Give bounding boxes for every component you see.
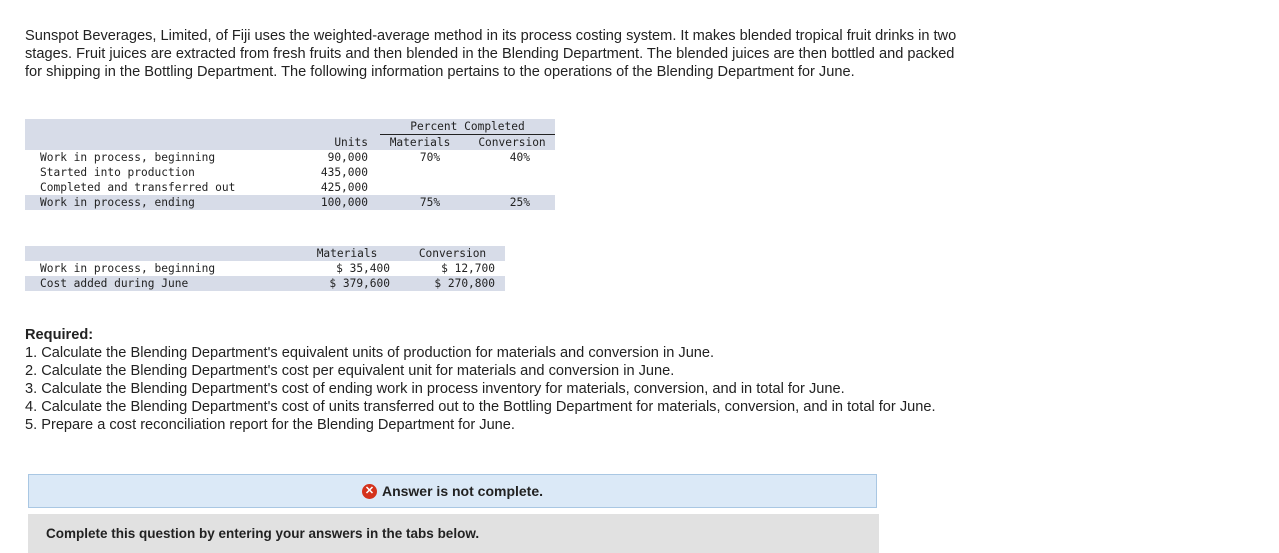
cost-table (25, 246, 505, 292)
row-materials-cost: $ 379,600 (329, 277, 390, 290)
row-materials-pct: 75% (419, 196, 441, 209)
row-units: 90,000 (327, 151, 368, 164)
x-circle-icon: ✕ (362, 484, 377, 499)
col-conversion-header: Conversion (478, 136, 546, 149)
col-materials-header: Materials (389, 136, 451, 149)
row-conversion-cost: $ 12,700 (441, 262, 495, 275)
col-materials-header: Materials (316, 247, 378, 260)
units-table (25, 119, 555, 211)
row-label: Completed and transferred out (40, 181, 236, 194)
problem-intro: Sunspot Beverages, Limited, of Fiji uses the weighted-average method in its process costing system. It makes blended tropical fruit drinks in two stages. Fruit juices are extracted from fresh fruits and then blended in the Blending Department. The blended juices are then bottled and packed for shipping in the Bottling Department. The following information pertains to the operations of the Blending Department for June. (25, 28, 957, 80)
required-item: 4. Calculate the Blending Department's cost of units transferred out to the Bottling Department for materials, conversion, and in total for June. (25, 399, 936, 415)
row-label: Work in process, ending (40, 196, 195, 209)
required-heading: Required: (25, 327, 94, 343)
percent-completed-header: Percent Completed (410, 120, 525, 133)
row-label: Cost added during June (40, 277, 189, 290)
required-item: 2. Calculate the Blending Department's cost per equivalent unit for materials and conversion in June. (25, 363, 675, 379)
row-label: Started into production (40, 166, 195, 179)
required-item: 5. Prepare a cost reconciliation report for the Blending Department for June. (25, 417, 515, 433)
row-label: Work in process, beginning (40, 262, 216, 275)
required-section (25, 326, 960, 434)
row-units: 100,000 (320, 196, 368, 209)
row-units: 435,000 (320, 166, 368, 179)
answer-status-message: Answer is not complete. (381, 483, 544, 499)
row-conversion-pct: 25% (509, 196, 530, 209)
tabs-instruction-text: Complete this question by entering your answers in the tabs below. (46, 526, 480, 541)
row-conversion-pct: 40% (509, 151, 530, 164)
row-label: Work in process, beginning (40, 151, 216, 164)
col-conversion-header: Conversion (418, 247, 487, 260)
required-item: 3. Calculate the Blending Department's cost of ending work in process inventory for materials, conversion, and in total for June. (25, 381, 845, 397)
answer-status-banner (28, 474, 877, 508)
row-materials-cost: $ 35,400 (336, 262, 390, 275)
tabs-instruction-bar (28, 514, 879, 553)
row-materials-pct: 70% (419, 151, 441, 164)
col-units-header: Units (334, 136, 368, 149)
row-units: 425,000 (320, 181, 368, 194)
required-item: 1. Calculate the Blending Department's equivalent units of production for materials and conversion in June. (25, 345, 715, 361)
row-conversion-cost: $ 270,800 (434, 277, 495, 290)
